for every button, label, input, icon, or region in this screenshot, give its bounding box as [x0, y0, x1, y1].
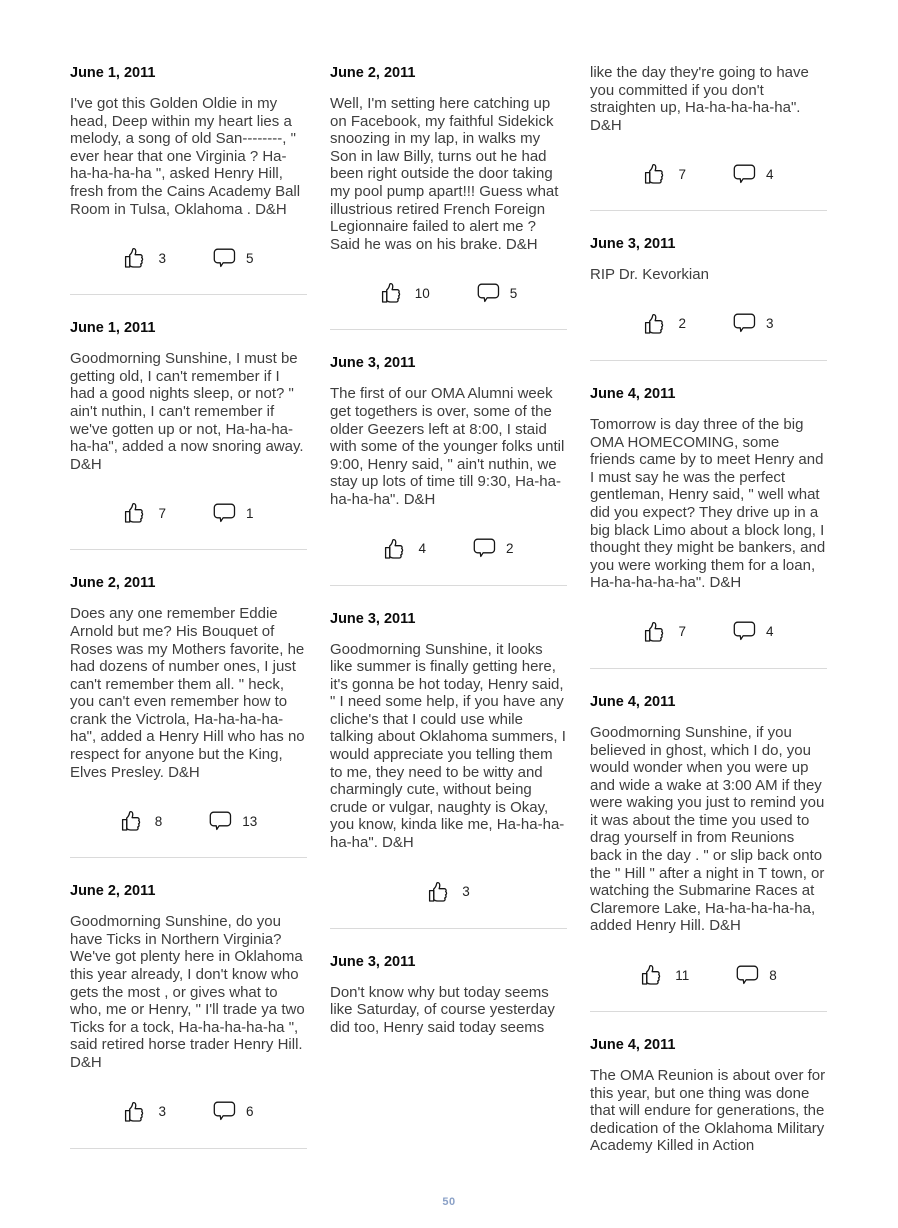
post: [330, 354, 567, 585]
post: [590, 235, 827, 361]
post: [590, 1036, 827, 1155]
like-count: 3: [158, 250, 166, 266]
post-body: RIP Dr. Kevorkian: [590, 266, 709, 284]
post-divider: [590, 1011, 827, 1012]
post-date: June 4, 2011: [590, 1037, 676, 1054]
post: [590, 385, 827, 669]
like-count: 4: [418, 541, 426, 556]
comment-count: 5: [509, 285, 518, 301]
comment-count: 4: [766, 166, 774, 182]
comment-stat: [472, 537, 514, 560]
comment-stat: [212, 502, 254, 525]
comment-count: 1: [246, 505, 254, 521]
post-body: Does any one remember Eddie Arnold but me? His Bouquet of Roses was my Mothers favorite, he had dozens of number ones, I just can't remember them all. " heck, you can't even remember how to crank the Victrola, Ha-ha-ha-ha-ha", added a Henry Hill who has no respect for anyone but the King, Elves Presley. D&H: [70, 605, 305, 781]
post: [70, 882, 307, 1148]
comment-bubble-icon: [208, 810, 233, 833]
post-column: [70, 64, 307, 1173]
comment-stat: [735, 964, 777, 987]
like-count: 7: [678, 624, 686, 640]
post-body: Don't know why but today seems like Saturday, of course yesterday did too, Henry said today seems: [330, 983, 555, 1036]
post-footer: [330, 535, 567, 563]
post-date: June 2, 2011: [70, 883, 156, 900]
post-divider: [590, 360, 827, 361]
post-footer: [70, 244, 307, 272]
post-footer: [330, 878, 567, 906]
post-date: June 3, 2011: [330, 953, 416, 970]
like-count: 8: [154, 813, 163, 829]
post: [330, 610, 567, 929]
post-body: Well, I'm setting here catching up on Facebook, my faithful Sidekick snoozing in my lap, in walks my Son in law Billy, turns out he had been right outside the door taking my pool pump apart!!! Guess what illustrious retired French Foreign Legionnaire failed to alert me ? Said he was on his brake. D&H: [330, 95, 559, 253]
post: [590, 64, 827, 211]
like-count: 7: [678, 166, 686, 182]
post-date: June 2, 2011: [330, 65, 416, 81]
comment-bubble-icon: [212, 247, 237, 270]
post-column: [590, 64, 827, 1155]
comment-bubble-icon: [212, 1100, 237, 1123]
comment-bubble-icon: [476, 282, 501, 305]
post-body: Goodmorning Sunshine, I must be getting old, I can't remember if I had a good nights sleep, or not? " ain't nuthin, I can't remember if we've gotten up or not, Ha-ha-ha-ha-ha", added a now snoring away. D&H: [70, 350, 304, 473]
post: [330, 64, 567, 330]
post-date: June 3, 2011: [330, 610, 416, 627]
post-body: The OMA Reunion is about over for this year, but one thing was done that will endure for generations, the dedication of the Oklahoma Military Academy Killed in Action: [590, 1067, 826, 1155]
like-stat: [640, 963, 689, 987]
like-count: 3: [462, 884, 470, 900]
post-date: June 4, 2011: [590, 693, 676, 710]
post-body: The first of our OMA Alumni week get togethers is over, some of the older Geezers left at 8:00, I staid with some of the younger folks until 9:00, Henry said, " ain't nuthin, we stay up lots of time till 9:30, Ha-ha-ha-ha-ha". D&H: [330, 385, 565, 508]
thumbs-up-icon: [640, 963, 666, 987]
comment-bubble-icon: [472, 537, 497, 560]
comment-count: 4: [766, 624, 774, 640]
comment-bubble-icon: [735, 964, 760, 987]
page-number: 50: [442, 1196, 456, 1208]
post-date: June 3, 2011: [330, 355, 416, 372]
post-date: June 4, 2011: [590, 385, 676, 402]
like-stat: [120, 809, 163, 833]
post-divider: [70, 549, 307, 550]
post: [70, 574, 307, 858]
post-body: Goodmorning Sunshine, it looks like summer is finally getting here, it's gonna be hot today, Henry said, " I need some help, if you have any cliche's that I could use while talking about Oklahoma summers, I would appreciate you telling them to me, they need to be witty and charmingly cute, without being crude or vulgar, naughty is Okay, you know, kinda like me, Ha-ha-ha-ha-ha". D&H: [330, 640, 566, 852]
thumbs-up-icon: [383, 537, 409, 561]
post-footer: [70, 1098, 307, 1126]
post-footer: [330, 279, 567, 307]
thumbs-up-icon: [123, 246, 149, 270]
comment-bubble-icon: [212, 502, 237, 525]
post-divider: [590, 668, 827, 669]
comment-bubble-icon: [732, 312, 757, 335]
post-footer: [590, 160, 827, 188]
comment-stat: [212, 247, 254, 270]
like-count: 11: [675, 967, 690, 983]
post-footer: [590, 961, 827, 989]
thumbs-up-icon: [123, 501, 149, 525]
thumbs-up-icon: [380, 281, 406, 305]
post: [590, 693, 827, 1012]
post-body: like the day they're going to have you committed if you don't straighten up, Ha-ha-ha-ha-ha". D&H: [590, 64, 809, 134]
post-date: June 1, 2011: [70, 65, 156, 81]
post-body: Tomorrow is day three of the big OMA HOMECOMING, some friends came by to meet Henry and I must say he was the perfect gentleman, Henry said, " well what did you expect? They drive up in a big black Limo about a block long, I thought they might be bankers, and you were working them for a loan, Ha-ha-ha-ha-ha". D&H: [590, 415, 826, 592]
comment-stat: [732, 163, 774, 186]
thumbs-up-icon: [427, 880, 453, 904]
post-date: June 2, 2011: [70, 575, 156, 592]
comment-stat: [212, 1100, 254, 1123]
post-body: Goodmorning Sunshine, do you have Ticks in Northern Virginia? We've got plenty here in Oklahoma this year already, I don't know who gets the most , or gives what to who, me or Henry, " I'll trade ya two Ticks for a tock, Ha-ha-ha-ha-ha ", said retired horse trader Henry Hill. D&H: [70, 913, 305, 1071]
post: [330, 953, 567, 1037]
post-divider: [330, 585, 567, 586]
post-divider: [70, 1148, 307, 1149]
post-date: June 3, 2011: [590, 236, 676, 253]
comment-count: 13: [242, 813, 258, 829]
thumbs-up-icon: [120, 809, 146, 833]
comment-count: 8: [769, 967, 777, 983]
post-body: Goodmorning Sunshine, if you believed in ghost, which I do, you would wonder when you were up and wide a wake at 3:00 AM if they were waking you just to remind you it was about the time you used to drag yourself in from Reunions back in the day . " or slip back onto the " Hill " after a night in T town, or watching the Submarine Races at Claremore Lake, Ha-ha-ha-ha-ha, added Henry Hill. D&H: [590, 723, 825, 935]
thumbs-up-icon: [643, 312, 669, 336]
comment-count: 5: [246, 250, 254, 266]
post-body: I've got this Golden Oldie in my head, Deep within my heart lies a melody, a song of old San--------, " ever hear that one Virginia ? Ha-ha-ha-ha-ha ", asked Henry Hill, fresh from the Cains Academy Ball Room in Tulsa, Oklahoma . D&H: [70, 95, 301, 218]
thumbs-up-icon: [123, 1100, 149, 1124]
like-count: 7: [158, 505, 166, 521]
post-footer: [70, 807, 307, 835]
post: [70, 319, 307, 550]
post-date: June 1, 2011: [70, 320, 156, 337]
thumbs-up-icon: [643, 162, 669, 186]
post-divider: [330, 329, 567, 330]
like-count: 3: [158, 1104, 166, 1120]
comment-bubble-icon: [732, 163, 757, 186]
like-count: 2: [678, 316, 686, 332]
like-stat: [427, 880, 470, 904]
like-stat: [123, 1100, 166, 1124]
comment-count: 6: [246, 1104, 254, 1120]
like-stat: [643, 162, 686, 186]
comment-stat: [476, 282, 518, 305]
post-footer: [70, 499, 307, 527]
comment-stat: [208, 810, 257, 833]
like-stat: [643, 312, 686, 336]
like-stat: [380, 281, 430, 305]
like-count: 10: [414, 285, 430, 301]
post-footer: [590, 618, 827, 646]
comment-stat: [732, 312, 774, 335]
post-columns: [70, 64, 828, 1173]
post: [70, 64, 307, 295]
post-footer: [590, 310, 827, 338]
post-divider: [590, 210, 827, 211]
post-divider: [330, 928, 567, 929]
post-column: [330, 64, 567, 1036]
like-stat: [123, 246, 166, 270]
like-stat: [383, 537, 426, 561]
thumbs-up-icon: [643, 620, 669, 644]
post-divider: [70, 857, 307, 858]
like-stat: [643, 620, 686, 644]
comment-count: 3: [766, 316, 774, 332]
comment-count: 2: [506, 541, 514, 556]
like-stat: [123, 501, 166, 525]
comment-bubble-icon: [732, 620, 757, 643]
post-divider: [70, 294, 307, 295]
comment-stat: [732, 620, 774, 643]
